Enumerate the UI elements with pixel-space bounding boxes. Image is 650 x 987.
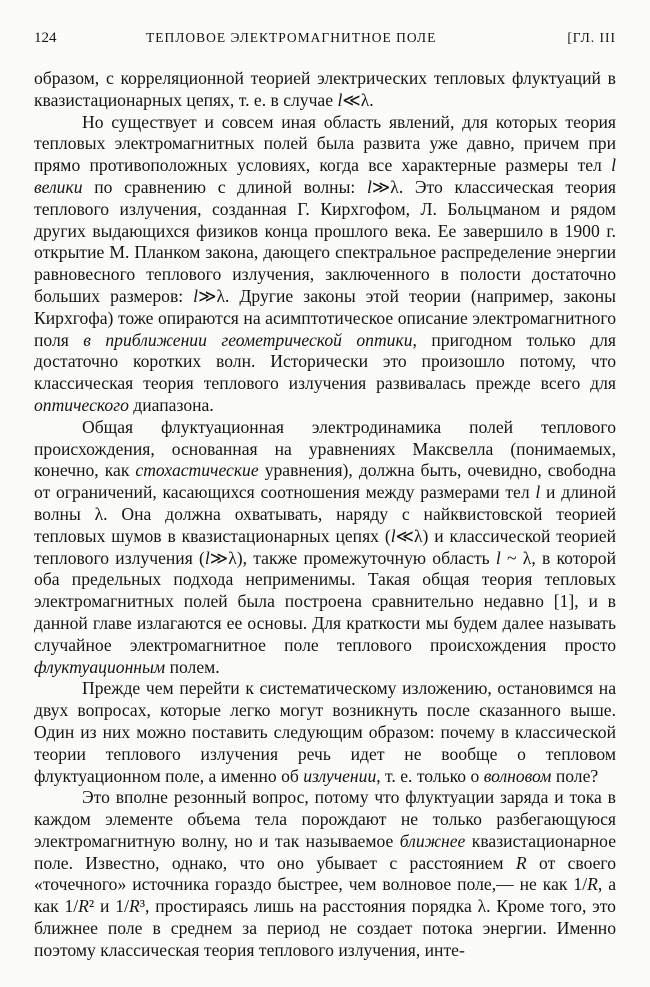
text-run: Это вполне резонный вопрос, потому что флуктуации заряда и тока в каждом элементе объема тела порождают не только разбегающуюся электромагнитную волну, но и так называемое: [34, 787, 616, 851]
text-run: Но существует и совсем иная область явлений, для которых теория тепловых электромагнитных полей была развита уже давно, причем при прямо противоположных условиях, когда все характерные размеры тел: [34, 111, 616, 176]
text-run: ≫λ. Это классическая теория теплового излучения, созданная Г. Кирхгофом, Л. Больцманом и рядом других выдающихся физиков конца прошлого века. Ее завершило в 1900 г. открытие М. Планком закона, дающего спектральное распределение энергии равновесного теплового излучения, заключенного в полости достаточно больших размеров:: [34, 176, 616, 306]
text-run: поле?: [551, 765, 599, 786]
text-run: по сравнению с длиной волны:: [82, 176, 367, 197]
italic-run: l: [495, 547, 501, 568]
paragraph-2: [34, 112, 616, 417]
running-title: ТЕПЛОВОЕ ЭЛЕКТРОМАГНИТНОЕ ПОЛЕ: [146, 30, 437, 45]
text-run: , пригодном только для достаточно коротких волн. Исторически это произошло потому, что классическая теория теплового излучения развивалась прежде всего для: [34, 329, 616, 394]
italic-run: велики: [34, 176, 83, 197]
text-run: ³, простираясь лишь на расстояния порядка λ. Кроме того, это ближнее поле в среднем за период не создает потока энергии. Именно поэтому классическая теория теплового излучения, инте-: [34, 896, 616, 960]
text-run: ≫λ), также промежуточную область: [209, 547, 496, 568]
italic-run: l: [366, 176, 372, 197]
italic-run: флуктуационным: [34, 656, 166, 677]
paragraph-4: [34, 678, 616, 787]
italic-run: l: [337, 89, 343, 110]
page-number: 124: [34, 30, 57, 46]
chapter-label: [ГЛ. III: [567, 30, 616, 45]
text-run: , а как 1/: [34, 874, 616, 917]
italic-run: R: [587, 874, 598, 895]
text-run: ~ λ, в которой оба предельных подхода неприменимы. Такая общая теория тепловых электромагнитных полей была построена сравнительно недавно [1], и в данной главе излагаются ее основы. Для краткости мы будем далее называть случайное электромагнитное поле теплового происхождения просто: [34, 547, 616, 655]
text-run: уравнения), должна быть, очевидно, свободна от ограничений, касающихся соотношения между размерами тел: [34, 460, 616, 503]
italic-run: ближнее: [399, 830, 466, 851]
paragraph-5: [34, 787, 616, 961]
text-run: , т. е. только о: [376, 765, 484, 786]
paragraph-3: [34, 417, 616, 679]
text-run: ≪λ) и классической теорией теплового излучения (: [34, 525, 617, 568]
italic-run: l: [611, 155, 616, 176]
main-text: [34, 68, 616, 962]
paragraph-1: [34, 68, 616, 112]
italic-run: R: [128, 896, 140, 917]
italic-run: R: [78, 896, 89, 917]
text-run: ≪λ.: [342, 89, 374, 110]
italic-run: оптического: [34, 394, 129, 415]
italic-run: волновом: [483, 765, 552, 786]
text-run: от своего «точечного» источника гораздо быстрее, чем волновое поле,— не как 1/: [34, 852, 616, 895]
text-run: Прежде чем перейти к систематическому изложению, остановимся на двух вопросах, которые легко могут возникнуть после сказанного выше. Один из них можно поставить следующим образом: почему в классической теории теплового излучения речь идет не вообще о тепловом флуктуационном поле, а именно об: [34, 678, 616, 786]
italic-run: l: [204, 547, 210, 568]
italic-run: l: [390, 525, 396, 546]
italic-run: в приближении геометрической оптики: [83, 329, 413, 350]
text-run: полем.: [165, 656, 220, 677]
italic-run: стохастические: [135, 460, 259, 481]
italic-run: излучении: [303, 765, 377, 786]
italic-run: R: [515, 852, 527, 873]
page-header: [34, 30, 616, 54]
text-run: и длиной волны λ. Она должна охватывать, наряду с найквистовской теорией тепловых шумов в квазистационарных цепях (: [34, 482, 616, 546]
text-run: образом, с корреляционной теорией электрических тепловых флуктуаций в квазистационарных цепях, т. е. в случае: [34, 68, 616, 110]
italic-run: l: [193, 285, 199, 306]
text-run: Общая флуктуационная электродинамика полей теплового происхождения, основанная на уравнениях Максвелла (понимаемых, конечно, как: [34, 416, 616, 481]
text-run: диапазона.: [128, 394, 214, 415]
text-run: ² и 1/: [88, 896, 129, 917]
italic-run: l: [535, 482, 541, 503]
text-run: квазистационарное поле. Известно, однако, что оно убывает с расстоянием: [34, 830, 617, 873]
text-run: ≫λ. Другие законы этой теории (например, законы Кирхгофа) тоже опираются на асимптотическое описание электромагнитного поля: [34, 285, 616, 350]
